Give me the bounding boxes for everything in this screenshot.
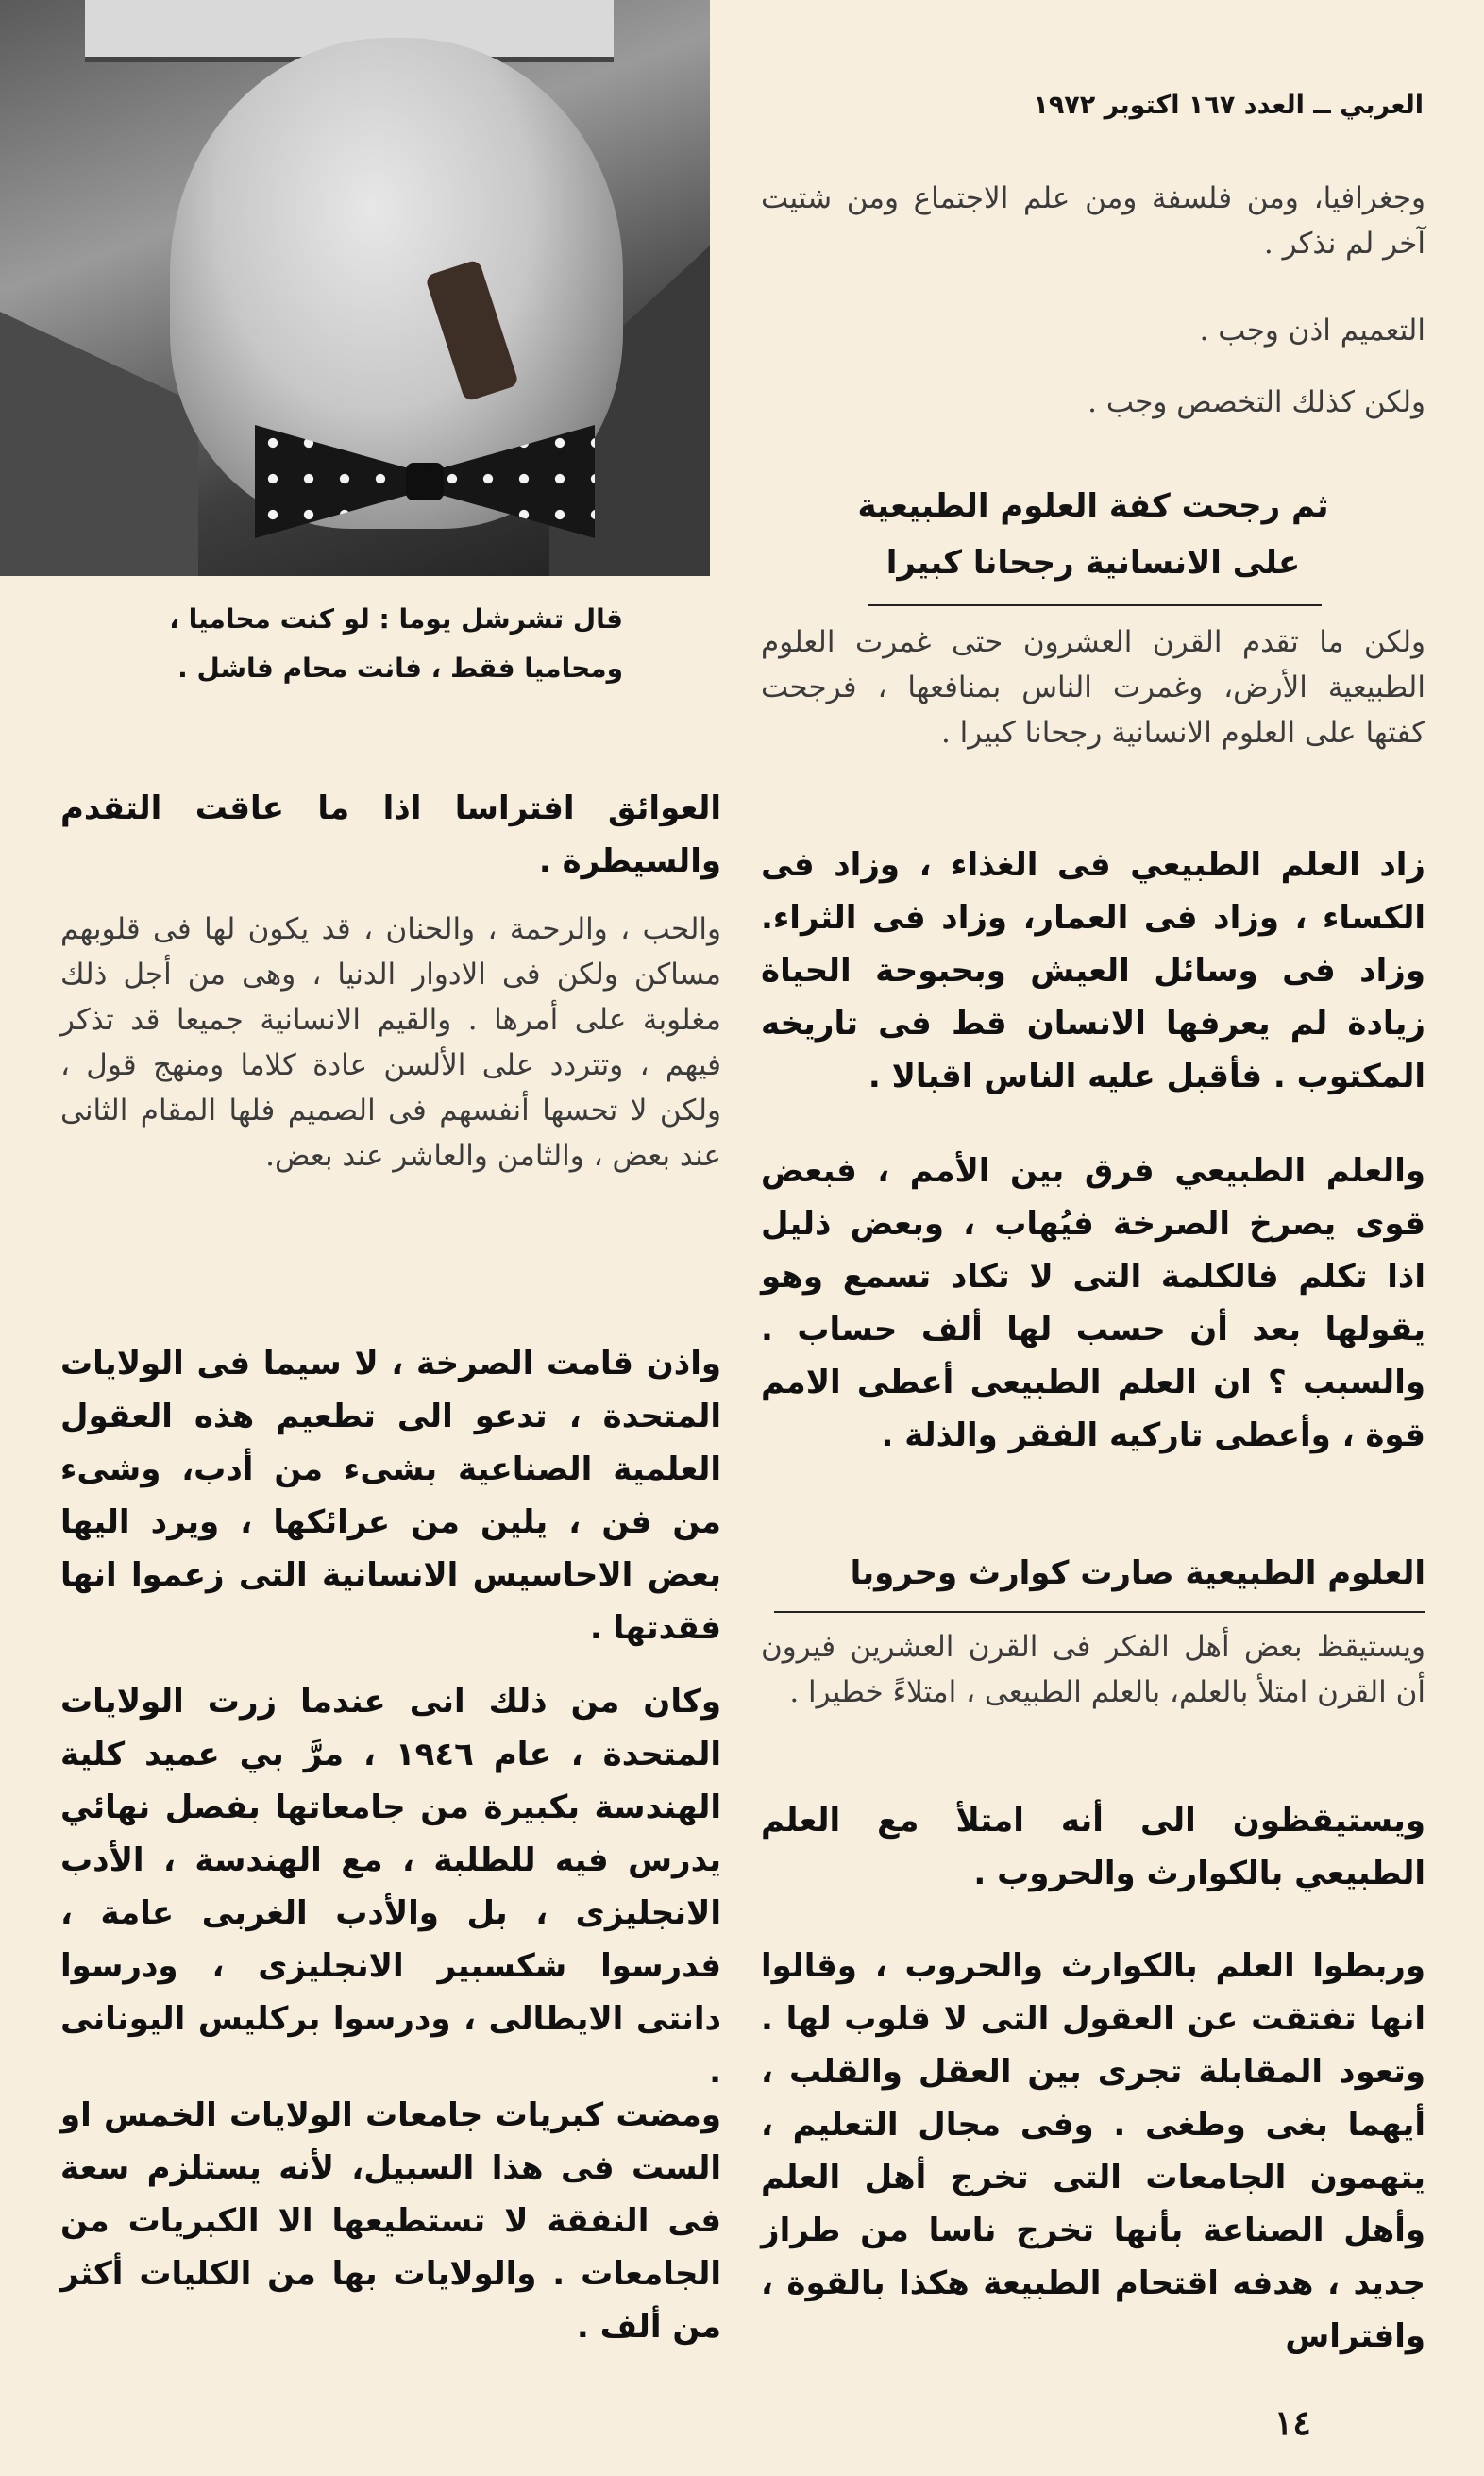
left-para-2: والحب ، والرحمة ، والحنان ، قد يكون لها فى قلوبهم مساكن ولكن فى الادوار الدنيا ، وهى من أجل ذلك مغلوبة على أمرها . والقيم الانسانية جميعا قد تذكر فيهم ، وتتردد على الألسن عادة كلاما ومنهج قول ، ولكن لا تحسها أنفسهم فى الصميم فلها المقام الثانى عند بعض ، والثامن والعاشر عند بعض.	[60, 912, 721, 1173]
left-para-5: ومضت كبريات جامعات الولايات الخمس او الست فى هذا السبيل، لأنه يستلزم سعة فى النفقة لا تستطيعها الا الكبريات من الجامعات . والولايات بها من الكليات أكثر من ألف .	[60, 2096, 721, 2346]
page-number: ١٤	[1274, 2403, 1311, 2443]
right-para-7: ويستيقظ بعض أهل الفكر فى القرن العشرين فيرون أن القرن امتلأ بالعلم، بالعلم الطبيعى ، امتلاءً خطيرا .	[761, 1630, 1425, 1709]
photo-caption	[113, 595, 623, 693]
right-para-8: ويستيقظون الى أنه امتلأ مع العلم الطبيعي بالكوارث والحروب .	[761, 1802, 1425, 1892]
bowtie-shape	[255, 425, 595, 538]
heading-rule-1	[868, 604, 1322, 606]
right-para-5: زاد العلم الطبيعي فى الغذاء ، وزاد فى الكساء ، وزاد فى العمار، وزاد فى الثراء. وزاد فى وسائل العيش وبحبوحة الحياة زيادة لم يعرفها الانسان قط فى تاريخه المكتوب . فأقبل عليه الناس اقبالا .	[761, 846, 1425, 1095]
caption-line-1: قال تشرشل يوما : لو كنت محاميا ،	[169, 603, 623, 635]
running-header: العربي ــ العدد ١٦٧ اكتوبر ١٩٧٢	[1033, 91, 1424, 120]
bowtie-right	[434, 425, 595, 538]
right-para-2: التعميم اذن وجب .	[1199, 314, 1425, 348]
caption-line-2: ومحاميا فقط ، فانت محام فاشل .	[177, 653, 623, 684]
section-heading-1	[761, 478, 1425, 591]
left-para-1: العوائق افتراسا اذا ما عاقت التقدم والسيطرة .	[60, 789, 721, 880]
heading-rule-2	[774, 1611, 1425, 1613]
right-para-1: وجغرافيا، ومن فلسفة ومن علم الاجتماع ومن شتيت آخر لم نذكر .	[761, 181, 1425, 261]
left-para-3: واذن قامت الصرخة ، لا سيما فى الولايات المتحدة ، تدعو الى تطعيم هذه العقول العلمية الصناعية بشىء من أدب، وشىء من فن ، يلين من عرائكها ، ويرد اليها بعض الاحاسيس الانسانية التى زعموا انها فقدتها .	[60, 1345, 721, 1647]
section-heading-1-line-2: على الانسانية رجحانا كبيرا	[885, 544, 1301, 582]
jacket-left	[0, 312, 198, 576]
left-para-4: وكان من ذلك انى عندما زرت الولايات المتحدة ، عام ١٩٤٦ ، مرَّ بي عميد كلية الهندسة بكبيرة من جامعاتها بفصل نهائي يدرس فيه للطلبة ، مع الهندسة ، الأدب الانجليزى ، بل والأدب الغربى عامة ، فدرسوا شكسبير الانجليزى ، ودرسوا دانتى الايطالى ، ودرسوا بركليس اليونانى .	[60, 1683, 721, 2091]
right-para-4: ولكن ما تقدم القرن العشرون حتى غمرت العلوم الطبيعية الأرض، وغمرت الناس بمنافعها ، فرجحت كفتها على العلوم الانسانية رجحانا كبيرا .	[761, 625, 1425, 750]
bowtie-left	[255, 425, 415, 538]
right-para-6: والعلم الطبيعي فرق بين الأمم ، فبعض قوى يصرخ الصرخة فيُهاب ، وبعض ذليل اذا تكلم فالكلمة التى لا تكاد تسمع وهو يقولها بعد أن حسب لها ألف حساب . والسبب ؟ ان العلم الطبيعى أعطى الامم قوة ، وأعطى تاركيه الفقر والذلة .	[761, 1152, 1425, 1454]
right-para-9: وربطوا العلم بالكوارث والحروب ، وقالوا انها تفتقت عن العقول التى لا قلوب لها . وتعود المقابلة تجرى بين العقل والقلب ، أيهما بغى وطغى . وفى مجال التعليم ، يتهمون الجامعات التى تخرج أهل العلم وأهل الصناعة بأنها تخرج ناسا من طراز جديد ، هدفه اقتحام الطبيعة هكذا بالقوة ، وافتراس	[761, 1947, 1425, 2355]
bowtie-knot	[406, 463, 444, 500]
section-heading-2: العلوم الطبيعية صارت كوارث وحروبا	[850, 1554, 1425, 1592]
section-heading-1-line-1: ثم رجحت كفة العلوم الطبيعية	[857, 487, 1329, 525]
portrait-photo	[0, 0, 710, 576]
right-para-3: ولكن كذلك التخصص وجب .	[1088, 385, 1425, 419]
